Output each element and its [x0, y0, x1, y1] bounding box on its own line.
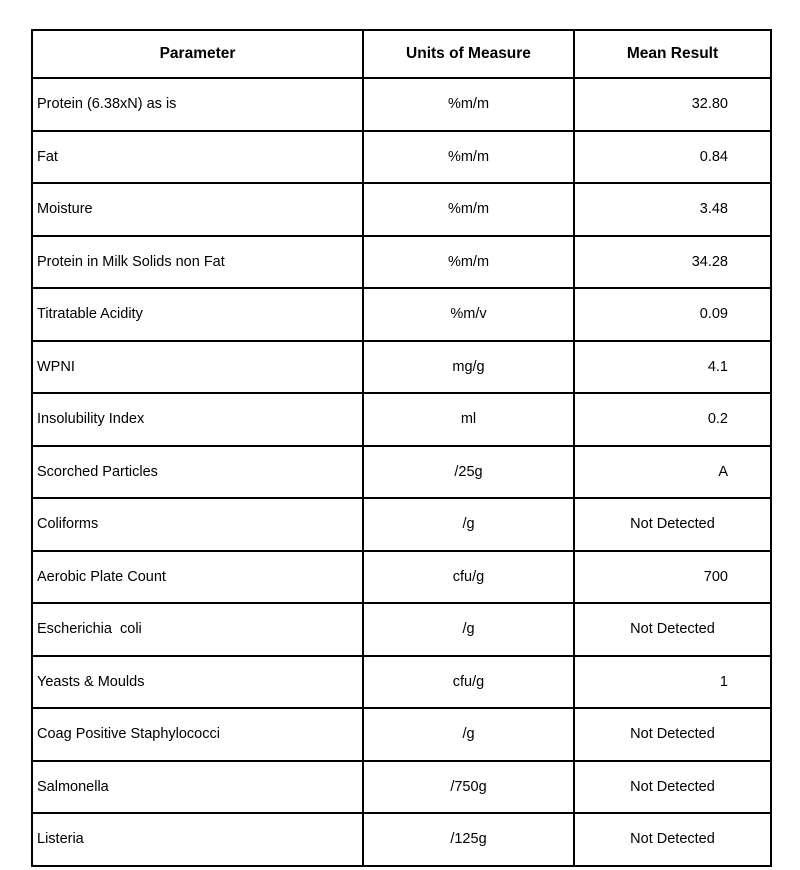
table-row — [32, 393, 771, 446]
table-row — [32, 656, 771, 709]
result-cell: 4.1 — [574, 341, 771, 394]
units-cell: /125g — [363, 813, 574, 866]
table-row — [32, 236, 771, 289]
units-cell: %m/m — [363, 131, 574, 184]
units-cell: /g — [363, 498, 574, 551]
parameter-cell: WPNI — [32, 341, 363, 394]
parameter-cell: Titratable Acidity — [32, 288, 363, 341]
units-cell: /g — [363, 603, 574, 656]
parameter-cell: Listeria — [32, 813, 363, 866]
header-row — [32, 30, 771, 78]
units-cell: /750g — [363, 761, 574, 814]
result-cell: 0.09 — [574, 288, 771, 341]
units-cell: /25g — [363, 446, 574, 499]
column-header-units: Units of Measure — [363, 30, 574, 78]
table-row — [32, 446, 771, 499]
parameter-cell: Scorched Particles — [32, 446, 363, 499]
column-header-parameter: Parameter — [32, 30, 363, 78]
result-cell: 0.84 — [574, 131, 771, 184]
result-cell: A — [574, 446, 771, 499]
units-cell: %m/m — [363, 183, 574, 236]
parameter-cell: Insolubility Index — [32, 393, 363, 446]
result-cell: 700 — [574, 551, 771, 604]
table-header — [32, 30, 771, 78]
table-row — [32, 551, 771, 604]
column-header-mean-result: Mean Result — [574, 30, 771, 78]
table-row — [32, 761, 771, 814]
units-cell: %m/m — [363, 236, 574, 289]
parameter-cell: Salmonella — [32, 761, 363, 814]
result-cell: 0.2 — [574, 393, 771, 446]
parameter-cell: Fat — [32, 131, 363, 184]
result-cell: Not Detected — [574, 708, 771, 761]
table-row — [32, 183, 771, 236]
result-cell: 1 — [574, 656, 771, 709]
result-cell: Not Detected — [574, 603, 771, 656]
table-row — [32, 78, 771, 131]
parameter-cell: Escherichia coli — [32, 603, 363, 656]
table-row — [32, 603, 771, 656]
table-row — [32, 288, 771, 341]
results-table — [31, 29, 772, 867]
parameter-cell: Aerobic Plate Count — [32, 551, 363, 604]
result-cell: Not Detected — [574, 498, 771, 551]
units-cell: %m/m — [363, 78, 574, 131]
result-cell: Not Detected — [574, 813, 771, 866]
table-row — [32, 813, 771, 866]
parameter-cell: Coag Positive Staphylococci — [32, 708, 363, 761]
parameter-cell: Moisture — [32, 183, 363, 236]
table-body — [32, 78, 771, 866]
result-cell: 3.48 — [574, 183, 771, 236]
units-cell: %m/v — [363, 288, 574, 341]
units-cell: /g — [363, 708, 574, 761]
result-cell: 32.80 — [574, 78, 771, 131]
table-row — [32, 498, 771, 551]
table-row — [32, 131, 771, 184]
result-cell: Not Detected — [574, 761, 771, 814]
table-row — [32, 341, 771, 394]
units-cell: mg/g — [363, 341, 574, 394]
result-cell: 34.28 — [574, 236, 771, 289]
table-row — [32, 708, 771, 761]
parameter-cell: Protein in Milk Solids non Fat — [32, 236, 363, 289]
units-cell: cfu/g — [363, 656, 574, 709]
parameter-cell: Yeasts & Moulds — [32, 656, 363, 709]
units-cell: ml — [363, 393, 574, 446]
parameter-cell: Coliforms — [32, 498, 363, 551]
units-cell: cfu/g — [363, 551, 574, 604]
parameter-cell: Protein (6.38xN) as is — [32, 78, 363, 131]
